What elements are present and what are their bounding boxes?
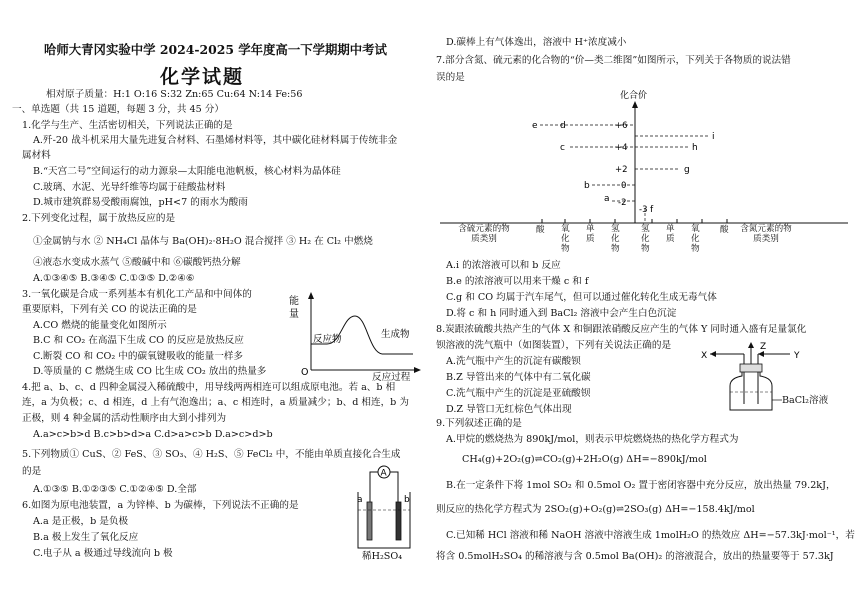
- point-c: c: [560, 143, 565, 153]
- q2-options: A.①③④⑤ B.③④⑤ C.①③⑤ D.②④⑥: [33, 273, 195, 284]
- cat-n-oxide: 氧化物: [691, 224, 700, 254]
- point-g: g: [684, 165, 690, 175]
- q9-option-c: C.已知稀 HCl 溶液和稀 NaOH 溶液中溶液生成 1molH₂O 的热效应 ΔH=−57.3kJ·mol⁻¹，若: [446, 530, 855, 541]
- q7-stem-2: 误的是: [436, 72, 465, 83]
- energy-diagram: [283, 290, 423, 376]
- subject-title: 化学试题: [160, 66, 245, 88]
- school-title: 哈师大青冈实验中学 2024-2025 学年度高一下学期期中考试: [44, 42, 387, 57]
- q4-options: A.a>c>b>d B.c>b>d>a C.d>a>c>b D.a>c>d>b: [33, 429, 273, 440]
- tick-plus6: +6: [615, 121, 628, 131]
- cat-s-element: 单质: [586, 224, 595, 244]
- ammeter-label: A: [380, 468, 387, 479]
- q6-option-a: A.a 是正极，b 是负极: [33, 516, 129, 527]
- energy-origin-label: O: [301, 367, 309, 376]
- cell-solution-label: 稀H₂SO₄: [362, 551, 403, 562]
- q8-stem-2: 钡溶液的洗气瓶中（如图装置），下列有关说法正确的是: [436, 340, 672, 351]
- beaker: [358, 492, 410, 548]
- q3-stem-2: 重要原料，下列有关 CO 的说法正确的是: [22, 304, 197, 315]
- q3-option-d: D.等质量的 C 燃烧生成 CO 比生成 CO₂ 放出的热量多: [33, 366, 267, 377]
- q3-option-c: C.断裂 CO 和 CO₂ 中的碳氧键吸收的能量一样多: [33, 351, 244, 362]
- cat-s-hydride: 氢化物: [611, 224, 620, 254]
- point-b: b: [584, 181, 590, 191]
- cat-n-hydride: 氢化物: [641, 224, 650, 254]
- energy-x-arrow: [414, 367, 421, 373]
- cat-s-oxide: 氧化物: [561, 224, 570, 254]
- q1-stem: 1.化学与生产、生活密切相关，下列说法正确的是: [22, 120, 233, 131]
- q9-option-a-equation: CH₄(g)+2O₂(g)⇌CO₂(g)+2H₂O(g) ΔH=−890kJ/mol: [462, 454, 707, 465]
- cat-n-acid: 酸: [720, 225, 729, 235]
- bottle: [730, 372, 772, 410]
- q2-stem: 2.下列变化过程，属于放热反应的是: [22, 213, 176, 224]
- q8-option-c: C.洗气瓶中产生的沉淀是亚硫酸钡: [446, 388, 591, 399]
- zinc-electrode: [367, 502, 372, 540]
- energy-y-label-2: 量: [289, 309, 299, 320]
- q5-options: A.①③⑤ B.①②③⑤ C.①②④⑤ D.全部: [33, 484, 197, 495]
- q7-option-c: C.g 和 CO 均属于汽车尾气，但可以通过催化转化生成无毒气体: [446, 292, 717, 303]
- point-h: h: [692, 143, 698, 153]
- q2-list-2: ④液态水变成水蒸气 ⑤酸碱中和 ⑥碳酸钙热分解: [33, 257, 241, 268]
- label-x: X: [701, 351, 708, 361]
- q4-stem-3: 正极，则 4 种金属的活动性顺序由大到小排列为: [22, 413, 227, 424]
- carbon-electrode: [396, 502, 401, 540]
- q4-stem-2: 连，a 为负极；c、d 相连，d 上有气泡逸出；a、c 相连时，a 质量减少；b、d 相连，b 为: [22, 397, 409, 408]
- point-d: d: [560, 121, 566, 131]
- electrode-b-label: b: [404, 495, 410, 505]
- q9-option-b: B.在一定条件下将 1mol SO₂ 和 0.5mol O₂ 置于密闭容器中充分反应，放出热量 79.2kJ，: [446, 480, 836, 491]
- q1-option-b: B.“天宫二号”空间运行的动力源泉—太阳能电池帆板，核心材料为晶体硅: [33, 166, 341, 177]
- q1-option-d: D.城市建筑群易受酸雨腐蚀，pH<7 的雨水为酸雨: [33, 197, 248, 208]
- q2-list-1: ①金属钠与水 ② NH₄Cl 晶体与 Ba(OH)₂·8H₂O 混合搅拌 ③ H₂ 在 Cl₂ 中燃烧: [33, 236, 373, 247]
- tick-plus4: +4: [615, 143, 628, 153]
- label-z: Z: [760, 342, 767, 352]
- tick-zero: 0: [621, 181, 627, 191]
- q9-option-c-cont: 将含 0.5molH₂SO₄ 的稀溶液与含 0.5mol Ba(OH)₂ 的溶液混合，放出的热量要等于 57.3kJ: [436, 551, 834, 562]
- point-f: f: [650, 205, 654, 215]
- cat-s-acid: 酸: [536, 225, 545, 235]
- bacl2-label: BaCl₂溶液: [782, 395, 829, 406]
- q8-option-a: A.洗气瓶中产生的沉淀有碳酸钡: [446, 356, 581, 367]
- q1-option-a-cont: 属材料: [22, 150, 51, 161]
- energy-y-label-1: 能: [289, 296, 299, 307]
- q4-stem-1: 4.把 a、b、c、d 四种金属浸入稀硫酸中，用导线两两相连可以组成原电池。若 a、b 相: [22, 382, 396, 393]
- q3-option-b: B.C 和 CO₂ 在高温下生成 CO 的反应是放热反应: [33, 335, 244, 346]
- tick-plus2: +2: [615, 165, 628, 175]
- chart-y-arrow: [632, 101, 638, 108]
- q8-option-b: B.Z 导管出来的气体中有二氧化碳: [446, 372, 591, 383]
- x-left-label: 含硫元素的物质类别: [458, 224, 510, 244]
- tick-minus3: -3: [639, 205, 648, 215]
- chart-y-title: 化合价: [620, 91, 648, 101]
- q9-option-a: A.甲烷的燃烧热为 890kJ/mol，则表示甲烷燃烧热的热化学方程式为: [446, 434, 739, 445]
- q8-option-d: D.Z 导管口无红棕色气体出现: [446, 404, 572, 415]
- cat-n-element: 单质: [666, 224, 675, 244]
- q7-option-d: D.将 c 和 h 同时通入到 BaCl₂ 溶液中会产生白色沉淀: [446, 308, 677, 319]
- q1-option-c: C.玻璃、水泥、光导纤维等均属于硅酸盐材料: [33, 182, 226, 193]
- label-y: Y: [794, 351, 800, 361]
- q8-stem-1: 8.炭跟浓硫酸共热产生的气体 X 和铜跟浓硝酸反应产生的气体 Y 同时通入盛有足量氯化: [436, 324, 807, 335]
- point-i: i: [712, 132, 715, 142]
- galvanic-cell-diagram: [352, 462, 416, 562]
- q5-stem: 5.下列物质① CuS、② FeS、③ SO₃、④ H₂S、⑤ FeCl₂ 中，不能由单质直接化合生成: [22, 449, 401, 460]
- q3-option-a: A.CO 燃烧的能量变化如图所示: [33, 320, 167, 331]
- stopper: [740, 364, 762, 372]
- q9-option-b-cont: 则反应的热化学方程式为 2SO₂(g)+O₂(g)⇌2SO₃(g) ΔH=−158.4kJ/mol: [436, 504, 755, 515]
- q6-stem: 6.如图为原电池装置，a 为锌棒、b 为碳棒，下列说法不正确的是: [22, 500, 299, 511]
- q7-stem-1: 7.部分含氮、硫元素的化合物的“价—类二维图”如图所示，下列关于各物质的说法错: [436, 55, 791, 66]
- x-right-label: 含氮元素的物质类别: [740, 224, 792, 244]
- q3-stem-1: 3.一氧化碳是合成一系列基本有机化工产品和中间体的: [22, 289, 252, 300]
- tick-minus2: -2: [618, 198, 627, 208]
- atomic-masses: 相对原子质量：H:1 O:16 S:32 Zn:65 Cu:64 N:14 Fe:56: [46, 89, 303, 100]
- q6-option-d: D.碳棒上有气体逸出，溶液中 H⁺浓度减小: [446, 37, 627, 48]
- energy-reactant-label: 反应物: [313, 334, 342, 345]
- point-e: e: [532, 121, 538, 131]
- q7-option-a: A.i 的浓溶液可以和 b 反应: [446, 260, 561, 271]
- section-title: 一、单选题（共 15 道题，每题 3 分，共 45 分）: [12, 104, 224, 115]
- q7-option-b: B.e 的浓溶液可以用来干燥 c 和 f: [446, 276, 589, 287]
- energy-y-arrow: [308, 292, 314, 299]
- q9-stem: 9.下列叙述正确的是: [436, 418, 522, 429]
- energy-product-label: 生成物: [381, 329, 410, 340]
- q5-stem-2: 的是: [22, 466, 42, 477]
- energy-x-label: 反应过程: [372, 372, 411, 383]
- q6-option-b: B.a 极上发生了氧化反应: [33, 532, 139, 543]
- q6-option-c: C.电子从 a 极通过导线流向 b 极: [33, 548, 173, 559]
- point-a: a: [604, 194, 610, 204]
- electrode-a-label: a: [357, 495, 363, 505]
- q1-option-a: A.歼-20 战斗机采用大量先进复合材料、石墨烯材料等，其中碳化硅材料属于传统非金: [33, 135, 398, 146]
